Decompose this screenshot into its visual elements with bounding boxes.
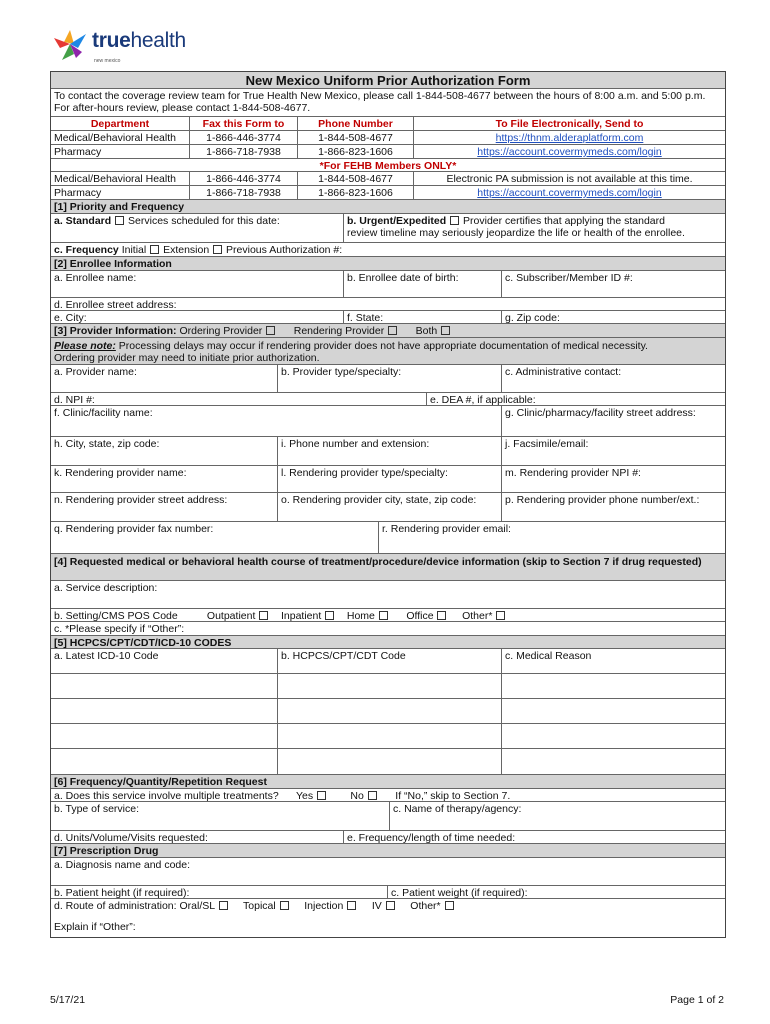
truehealth-logo (50, 24, 200, 64)
frequency-previous-checkbox[interactable] (213, 245, 222, 254)
standard-field[interactable] (51, 214, 343, 242)
prior-authorization-form (50, 71, 726, 938)
enrollee-dob-field[interactable]: b. Enrollee date of birth: (343, 271, 501, 297)
contacts-header-phone: Phone Number (297, 117, 413, 130)
provider-row-2 (51, 393, 725, 406)
contact-fax: 1-866-446-3774 (189, 131, 297, 144)
rendering-fax-field[interactable]: q. Rendering provider fax number: (54, 523, 214, 535)
both-checkbox[interactable] (441, 326, 450, 335)
medical-reason-cell[interactable] (501, 674, 725, 698)
intro-row (51, 89, 725, 117)
service-description-row (51, 581, 725, 609)
codes-row (51, 724, 725, 749)
hcpcs-cell[interactable] (277, 749, 501, 774)
provider-row-4 (51, 437, 725, 466)
injection-checkbox[interactable] (347, 901, 356, 910)
codes-row (51, 749, 725, 775)
other-specify-row (51, 622, 725, 636)
hcpcs-cell[interactable] (277, 674, 501, 698)
note-text-2: Ordering provider may need to initiate prior authorization. (54, 352, 320, 364)
medical-reason-cell[interactable] (501, 699, 725, 723)
standard-label: a. Standard (54, 215, 112, 227)
rendering-phone-field[interactable]: p. Rendering provider phone number/ext.: (501, 493, 725, 521)
frequency-row (51, 243, 725, 257)
enrollee-city-field[interactable]: e. City: (54, 312, 87, 323)
priority-row (51, 214, 725, 243)
provider-note-row (51, 338, 725, 365)
enrollee-row-2 (51, 298, 725, 311)
contacts-header-electronic: To File Electronically, Send to (413, 117, 725, 130)
provider-name-field[interactable]: a. Provider name: (54, 366, 137, 378)
yes-checkbox[interactable] (317, 791, 326, 800)
section-6-header (51, 775, 725, 789)
section-1-header (51, 200, 725, 214)
rendering-city-field[interactable]: o. Rendering provider city, state, zip code: (277, 493, 501, 521)
contact-phone: 1-844-508-4677 (297, 172, 413, 185)
footer-date: 5/17/21 (50, 994, 86, 1006)
route-other-checkbox[interactable] (445, 901, 454, 910)
frequency-field (51, 243, 725, 256)
no-checkbox[interactable] (368, 791, 377, 800)
multiple-treatments-row (51, 789, 725, 802)
urgent-text: Provider certifies that applying the standard (463, 215, 665, 227)
urgent-text-2: review timeline may seriously jeopardize the life or health of the enrollee. (347, 227, 685, 239)
icd10-cell[interactable] (51, 699, 277, 723)
section-6-title: [6] Frequency/Quantity/Repetition Request (54, 776, 267, 788)
urgent-field[interactable] (343, 214, 725, 242)
provider-fax-email-field[interactable]: j. Facsimile/email: (501, 437, 725, 465)
setting-row (51, 609, 725, 622)
frequency-label: c. Frequency (54, 244, 119, 256)
ordering-provider-label: Ordering Provider (179, 325, 263, 337)
contact-department: Pharmacy (54, 146, 102, 158)
fehb-row-medical (51, 172, 725, 186)
rendering-specialty-field[interactable]: l. Rendering provider type/specialty: (277, 466, 501, 492)
outpatient-checkbox[interactable] (259, 611, 268, 620)
enrollee-row-1 (51, 271, 725, 298)
medical-reason-column-label: c. Medical Reason (501, 649, 725, 673)
section-4-header (51, 554, 725, 581)
other-label: Other* (462, 610, 493, 621)
contact-electronic-link[interactable]: https://account.covermymeds.com/login (413, 186, 725, 199)
contact-department: Medical/Behavioral Health (54, 132, 176, 144)
injection-label: Injection (304, 900, 344, 912)
home-checkbox[interactable] (379, 611, 388, 620)
provider-note (51, 338, 725, 365)
administrative-contact-field[interactable]: c. Administrative contact: (501, 365, 725, 392)
member-id-field[interactable]: c. Subscriber/Member ID #: (501, 271, 725, 297)
setting-field (51, 609, 725, 621)
topical-checkbox[interactable] (280, 901, 289, 910)
height-weight-row (51, 886, 725, 899)
logo-subtitle: new mexico (94, 58, 121, 64)
route-other-label: Other* (410, 900, 441, 912)
office-checkbox[interactable] (437, 611, 446, 620)
form-title-row (51, 72, 725, 89)
contact-department: Medical/Behavioral Health (54, 173, 176, 185)
service-type-row (51, 802, 725, 831)
inpatient-checkbox[interactable] (325, 611, 334, 620)
section-5-title: [5] HCPCS/CPT/CDT/ICD-10 CODES (54, 637, 232, 648)
logo-mark-icon (50, 24, 90, 64)
frequency-length-field[interactable]: e. Frequency/length of time needed: (343, 831, 725, 843)
icd10-cell[interactable] (51, 724, 277, 748)
therapy-agency-field[interactable]: c. Name of therapy/agency: (389, 802, 725, 830)
medical-reason-cell[interactable] (501, 724, 725, 748)
route-label: d. Route of administration: Oral/SL (54, 900, 215, 912)
both-label: Both (415, 325, 438, 337)
clinic-address-field[interactable]: g. Clinic/pharmacy/facility street address: (501, 406, 725, 436)
contacts-header-department: Department (90, 118, 150, 130)
footer-page-number: Page 1 of 2 (670, 994, 724, 1006)
provider-specialty-field[interactable]: b. Provider type/specialty: (277, 365, 501, 392)
rendering-name-field[interactable]: k. Rendering provider name: (54, 467, 187, 479)
iv-checkbox[interactable] (386, 901, 395, 910)
clinic-name-field[interactable]: f. Clinic/facility name: (54, 407, 153, 419)
rendering-provider-label: Rendering Provider (293, 325, 385, 337)
other-specify-field[interactable]: c. *Please specify if “Other”: (54, 623, 185, 635)
rendering-street-field[interactable]: n. Rendering provider street address: (54, 494, 228, 506)
icd10-cell[interactable] (51, 749, 277, 774)
iv-label: IV (371, 900, 382, 912)
fehb-title: *For FEHB Members ONLY* (319, 160, 457, 171)
multiple-treatments-field (51, 789, 725, 801)
enrollee-street-field[interactable]: d. Enrollee street address: (54, 299, 177, 310)
service-description-field[interactable]: a. Service description: (54, 582, 158, 594)
form-title: New Mexico Uniform Prior Authorization Form (245, 73, 531, 88)
contact-fax: 1-866-718-7938 (189, 186, 297, 199)
contact-phone: 1-866-823-1606 (297, 186, 413, 199)
contacts-header-fax: Fax this Form to (189, 117, 297, 130)
fehb-row-pharmacy (51, 186, 725, 200)
provider-phone-field[interactable]: i. Phone number and extension: (277, 437, 501, 465)
hcpcs-cell[interactable] (277, 724, 501, 748)
note-label: Please note: (54, 340, 116, 352)
enrollee-name-field[interactable]: a. Enrollee name: (54, 272, 137, 284)
diagnosis-row (51, 858, 725, 886)
outpatient-label: Outpatient (206, 610, 256, 621)
rendering-provider-checkbox[interactable] (388, 326, 397, 335)
explain-other-field[interactable]: Explain if “Other”: (54, 921, 136, 933)
provider-row-7 (51, 522, 725, 554)
rendering-email-field[interactable]: r. Rendering provider email: (378, 522, 725, 553)
standard-text: Services scheduled for this date: (128, 215, 280, 227)
contacts-row-medical (51, 131, 725, 145)
contact-electronic-link[interactable]: https://account.covermymeds.com/login (413, 145, 725, 158)
contacts-header-row (51, 117, 725, 131)
provider-type-selector (51, 324, 725, 337)
other-checkbox[interactable] (496, 611, 505, 620)
patient-height-field[interactable]: b. Patient height (if required): (54, 887, 190, 898)
contact-electronic-link[interactable]: https://thnm.alderaplatform.com (413, 131, 725, 144)
frequency-initial-checkbox[interactable] (150, 245, 159, 254)
contact-phone: 1-844-508-4677 (297, 131, 413, 144)
rendering-npi-field[interactable]: m. Rendering provider NPI #: (501, 466, 725, 492)
skip-note: If “No,” skip to Section 7. (395, 790, 511, 801)
section-7-title: [7] Prescription Drug (54, 845, 159, 857)
section-1-title: [1] Priority and Frequency (54, 201, 185, 213)
codes-row (51, 674, 725, 699)
frequency-previous-label: Previous Authorization #: (226, 244, 343, 256)
contact-electronic-note: Electronic PA submission is not available at this time. (413, 172, 725, 185)
medical-reason-cell[interactable] (501, 749, 725, 774)
home-label: Home (346, 610, 375, 621)
provider-row-1 (51, 365, 725, 393)
section-7-header (51, 844, 725, 858)
contact-fax: 1-866-446-3774 (189, 172, 297, 185)
multiple-treatments-question: a. Does this service involve multiple treatments? (54, 790, 279, 801)
patient-weight-field[interactable]: c. Patient weight (if required): (387, 886, 725, 898)
oral-checkbox[interactable] (219, 901, 228, 910)
frequency-extension-label: Extension (163, 244, 210, 256)
hcpcs-cell[interactable] (277, 699, 501, 723)
contact-phone: 1-866-823-1606 (297, 145, 413, 158)
office-label: Office (406, 610, 434, 621)
icd10-cell[interactable] (51, 674, 277, 698)
section-4-title: [4] Requested medical or behavioral health course of treatment/procedure/device information (skip to Section 7 if drug requested) (54, 556, 702, 568)
section-5-header (51, 636, 725, 649)
standard-checkbox[interactable] (115, 216, 124, 225)
urgent-label: b. Urgent/Expedited (347, 215, 447, 227)
codes-header-row (51, 649, 725, 674)
contacts-row-pharmacy (51, 145, 725, 159)
topical-label: Topical (243, 900, 276, 912)
diagnosis-field[interactable]: a. Diagnosis name and code: (54, 859, 191, 871)
codes-row (51, 699, 725, 724)
fehb-title-row (51, 159, 725, 172)
section-3-title: [3] Provider Information: (54, 325, 177, 337)
provider-row-6 (51, 493, 725, 522)
intro-text: To contact the coverage review team for True Health New Mexico, please call 1-844-508-4677 between the hours of 8:00 a.m. and 5:00 p.m. For after-hours review, please contact 1-844-508-4677. (54, 90, 706, 114)
ordering-provider-checkbox[interactable] (266, 326, 275, 335)
section-2-title: [2] Enrollee Information (54, 258, 172, 270)
units-field[interactable]: d. Units/Volume/Visits requested: (54, 832, 208, 843)
note-text: Processing delays may occur if rendering provider does not have appropriate documentation of medical necessity. (118, 340, 648, 352)
npi-field[interactable]: d. NPI #: (54, 394, 95, 405)
route-row (51, 899, 725, 937)
dea-field[interactable]: e. DEA #, if applicable: (426, 393, 725, 405)
route-field (51, 899, 725, 913)
section-2-header (51, 257, 725, 271)
icd10-column-label: a. Latest ICD-10 Code (54, 650, 159, 662)
contact-department: Pharmacy (54, 187, 102, 199)
enrollee-row-3 (51, 311, 725, 324)
setting-label: b. Setting/CMS POS Code (54, 610, 178, 621)
hcpcs-column-label: b. HCPCS/CPT/CDT Code (277, 649, 501, 673)
provider-city-field[interactable]: h. City, state, zip code: (54, 438, 160, 450)
contact-fax: 1-866-718-7938 (189, 145, 297, 158)
inpatient-label: Inpatient (280, 610, 322, 621)
frequency-initial-label: Initial (121, 244, 147, 256)
logo-wordmark: truehealth (92, 29, 186, 52)
urgent-checkbox[interactable] (450, 216, 459, 225)
no-label: No (350, 790, 364, 801)
units-row (51, 831, 725, 844)
enrollee-state-field[interactable]: f. State: (343, 311, 501, 323)
enrollee-zip-field[interactable]: g. Zip code: (501, 311, 725, 323)
section-3-header (51, 324, 725, 338)
provider-row-5 (51, 466, 725, 493)
yes-label: Yes (296, 790, 314, 801)
provider-row-3 (51, 406, 725, 437)
service-type-field[interactable]: b. Type of service: (54, 803, 140, 815)
